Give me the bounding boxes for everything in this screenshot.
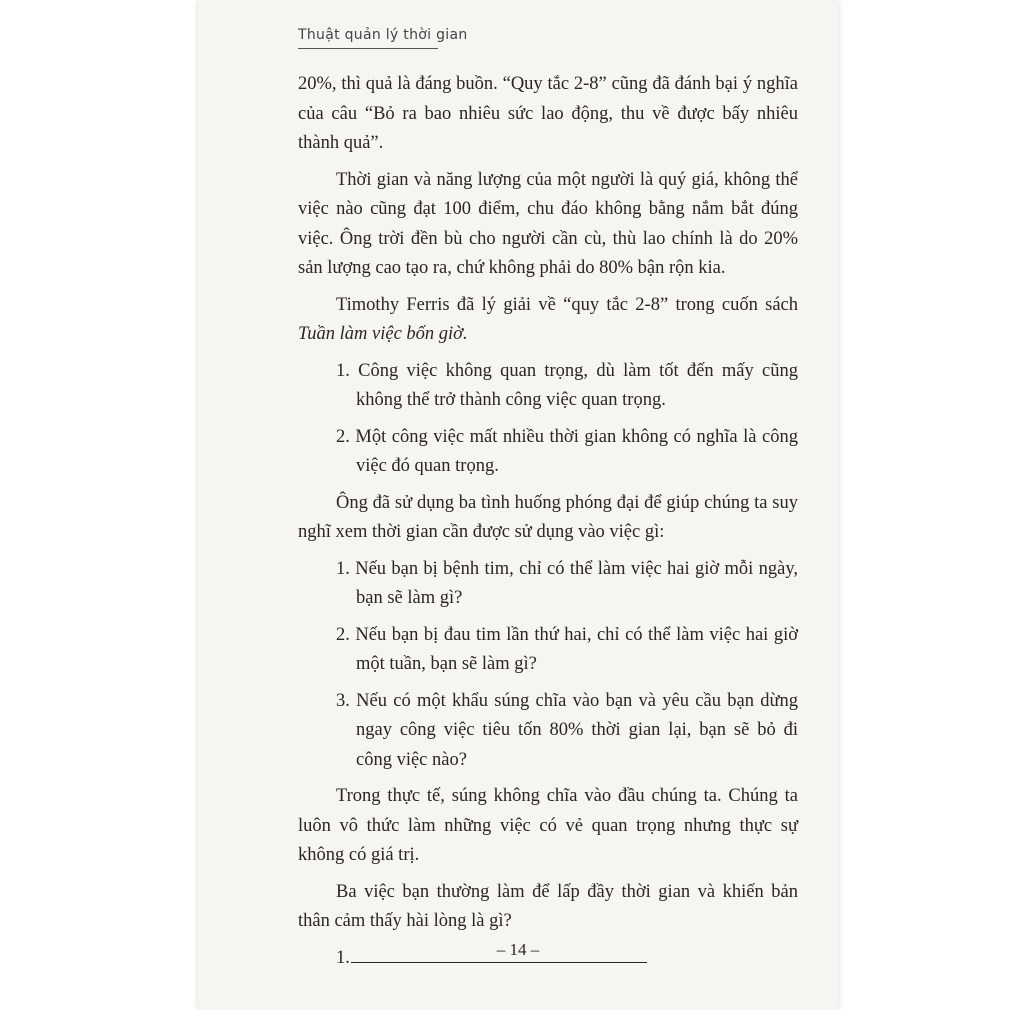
fill-in-number: 1. <box>336 947 350 968</box>
fill-in-blank[interactable] <box>351 962 647 963</box>
body-text <box>298 70 798 973</box>
running-head: Thuật quản lý thời gian <box>298 27 468 43</box>
list-item: 1. Nếu bạn bị bệnh tim, chỉ có thể làm việc hai giờ mỗi ngày, bạn sẽ làm gì? <box>336 558 798 608</box>
list-item: 1. Công việc không quan trọng, dù làm tốt đến mấy cũng không thể trở thành công việc quan trọng. <box>336 360 798 410</box>
paragraph: Thời gian và năng lượng của một người là quý giá, không thể việc nào cũng đạt 100 điểm, chu đáo không bằng nắm bắt đúng việc. Ông trời đền bù cho người cần cù, thù lao chính là do 20% sản lượng cao tạo ra, chứ không phải do 80% bận rộn kia. <box>298 169 798 278</box>
book-page <box>198 0 838 1010</box>
list-item: 3. Nếu có một khẩu súng chĩa vào bạn và yêu cầu bạn dừng ngay công việc tiêu tốn 80% thời gian lại, bạn sẽ bỏ đi công việc nào? <box>336 690 798 770</box>
book-title: Tuần làm việc bốn giờ. <box>298 324 468 344</box>
list-item: 2. Nếu bạn bị đau tim lần thứ hai, chỉ có thể làm việc hai giờ một tuần, bạn sẽ làm gì? <box>336 624 798 674</box>
paragraph: Trong thực tế, súng không chĩa vào đầu chúng ta. Chúng ta luôn vô thức làm những việc có vẻ quan trọng nhưng thực sự không có giá trị. <box>298 786 798 865</box>
paragraph <box>298 291 798 350</box>
paragraph: Ông đã sử dụng ba tình huống phóng đại để giúp chúng ta suy nghĩ xem thời gian cần được sử dụng vào việc gì: <box>298 492 798 542</box>
paragraph: 20%, thì quả là đáng buồn. “Quy tắc 2-8” cũng đã đánh bại ý nghĩa của câu “Bỏ ra bao nhiêu sức lao động, thu về được bấy nhiêu thành quả”. <box>298 74 798 153</box>
paragraph: Ba việc bạn thường làm để lấp đầy thời gian và khiến bản thân cảm thấy hài lòng là gì? <box>298 881 798 931</box>
running-head-rule <box>298 48 438 49</box>
list-item: 2. Một công việc mất nhiều thời gian không có nghĩa là công việc đó quan trọng. <box>336 426 798 476</box>
paragraph-text: Timothy Ferris đã lý giải về “quy tắc 2-8” trong cuốn sách <box>336 294 798 315</box>
page-number: – 14 – <box>496 940 540 959</box>
